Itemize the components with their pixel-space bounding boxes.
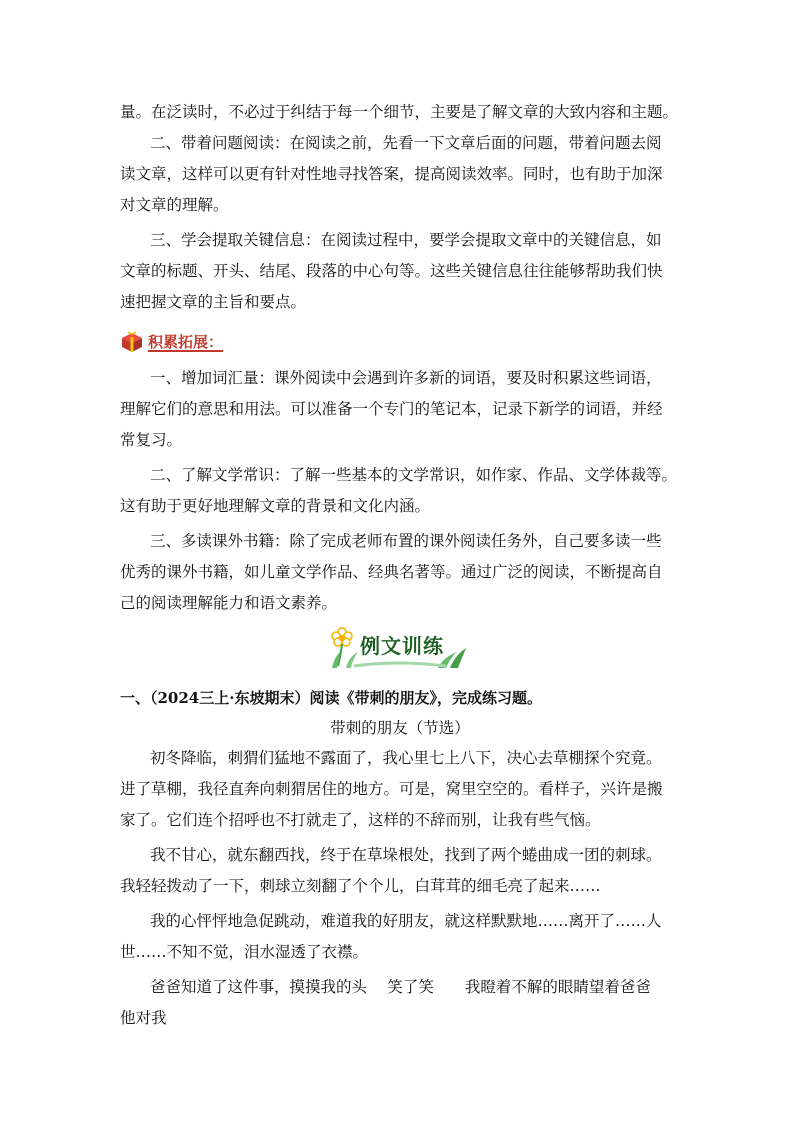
paragraph-line: 这有助于更好地理解文章的背景和文化内涵。: [120, 497, 431, 515]
accumulate-heading: [120, 327, 223, 355]
paragraph-line: 二、带着问题阅读：在阅读之前，先看一下文章后面的问题，带着问题去阅: [150, 134, 662, 152]
passage-line: 进了草棚，我径直奔向刺猬居住的地方。可是，窝里空空的。看样子，兴许是搬: [120, 780, 663, 798]
paragraph-line: 读文章，这样可以更有针对性地寻找答案，提高阅读效率。同时，也有助于加深: [120, 165, 663, 183]
passage-line: 他对我: [120, 1009, 167, 1027]
gift-box-icon: [120, 329, 144, 353]
accumulate-title: 积累拓展：: [148, 332, 224, 351]
paragraph-line: 三、学会提取关键信息：在阅读过程中，要学会提取文章中的关键信息，如: [150, 231, 662, 249]
passage-line: 初冬降临，刺猬们猛地不露面了，我心里七上八下，决心去草棚探个究竟。: [150, 749, 662, 767]
paragraph-line: 理解它们的意思和用法。可以准备一个专门的笔记本，记录下新学的词语，并经: [120, 400, 663, 418]
paragraph-line: 优秀的课外书籍，如儿童文学作品、经典名著等。通过广泛的阅读，不断提高自: [120, 563, 663, 581]
paragraph-line: 速把握文章的主旨和要点。: [120, 293, 307, 311]
paragraph-line: 文章的标题、开头、结尾、段落的中心句等。这些关键信息往往能够帮助我们快: [120, 262, 663, 280]
question-heading: 一、（2024三上·东坡期末）阅读《带刺的朋友》，完成练习题。: [120, 689, 542, 707]
passage-line: 我的心怦怦地急促跳动，难道我的好朋友，就这样默默地……离开了……人: [150, 912, 662, 930]
passage-title: 带刺的朋友（节选）: [330, 719, 470, 737]
paragraph-line: 三、多读课外书籍：除了完成老师布置的课外阅读任务外，自己要多读一些: [150, 532, 662, 550]
passage-line: 我轻轻拨动了一下，刺球立刻翻了个个儿，白茸茸的细毛亮了起来……: [120, 877, 601, 895]
banner-title: 例文训练: [360, 634, 444, 658]
example-training-banner: [328, 622, 468, 670]
paragraph-line: 一、增加词汇量：课外阅读中会遇到许多新的词语，要及时积累这些词语，: [150, 369, 662, 387]
paragraph-line: 常复习。: [120, 431, 183, 449]
paragraph-line: 对文章的理解。: [120, 196, 229, 214]
passage-line: 家了。它们连个招呼也不打就走了，这样的不辞而别，让我有些气恼。: [120, 811, 601, 829]
paragraph-line: 量。在泛读时，不必过于纠结于每一个细节，主要是了解文章的大致内容和主题。: [120, 103, 679, 121]
passage-line: 我不甘心，就东翻西找，终于在草垛根处，找到了两个蜷曲成一团的刺球。: [150, 846, 662, 864]
passage-line: 爸爸知道了这件事，摸摸我的头 笑了笑 我瞪着不解的眼睛望着爸爸: [150, 978, 651, 996]
paragraph-line: 二、了解文学常识：了解一些基本的文学常识，如作家、作品、文学体裁等。: [150, 466, 678, 484]
passage-line: 世……不知不觉，泪水湿透了衣襟。: [120, 943, 369, 961]
paragraph-line: 己的阅读理解能力和语文素养。: [120, 594, 338, 612]
